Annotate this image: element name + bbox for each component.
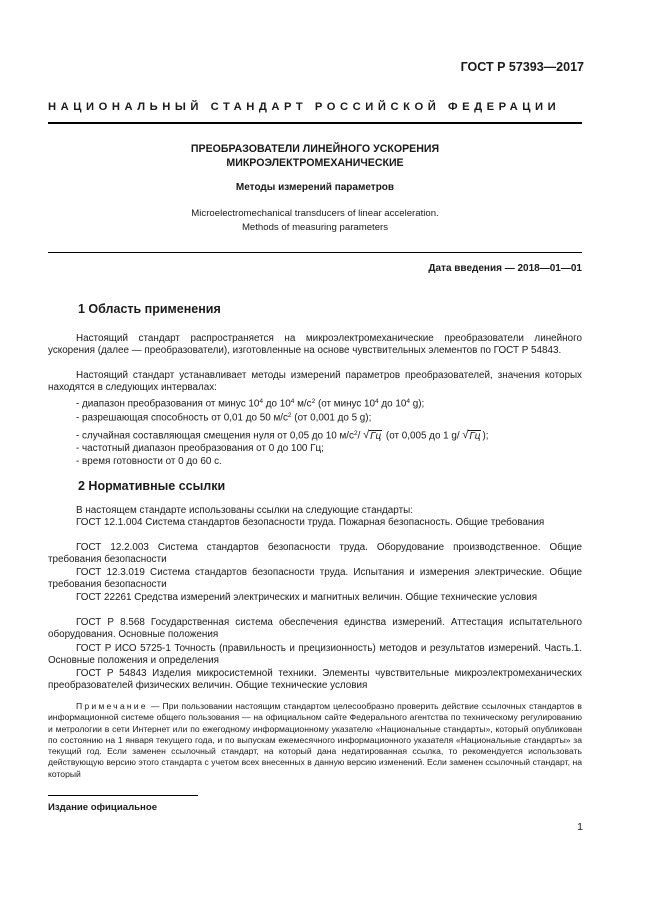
note-paragraph xyxy=(48,701,582,780)
range-item-readiness: - время готовности от 0 до 60 с. xyxy=(76,456,222,467)
range-item-bias: - случайная составляющая смещения нуля от 0,05 до 10 $м/с^2/$ √ Гц (от 0,005 до 1 g/ √ Гц ); xyxy=(76,428,489,442)
top-divider xyxy=(48,122,582,124)
range-item-conversion: - диапазон преобразования от минус $10^4$ до $10^4$ $м/с^2$ (от минус $10^4$ до $10^4$ g); xyxy=(76,398,425,410)
note-text: — При пользовании настоящим стандартом целесообразно проверить действие ссылочных стандартов в информационной системе общего пользования — на официальном сайте Федерального агентства по техническому регулированию и метрологии в сети Интернет или по ежегодному информационному указателю «Национальные стандарты», который опубликован по состоянию на 1 января текущего года, и по выпускам ежемесячного информационного указателя «Национальные стандарты» за текущий год. Если заменен ссылочный стандарт, на который дана недатированная ссылка, то рекомендуется использовать действующую версию этого стандарта с учетом всех внесенных в данную версию изменений. Если заменен ссылочный стандарт, на который xyxy=(48,701,582,779)
section2-heading: 2 Нормативные ссылки xyxy=(78,479,226,493)
title-en-line1: Microelectromechanical transducers of linear acceleration. xyxy=(191,208,439,219)
reference-item: ГОСТ 22261 Средства измерений электрических и магнитных величин. Общие технические условия xyxy=(76,592,538,603)
title-subtitle: Методы измерений параметров xyxy=(235,182,395,193)
sqrt-symbol: √ Гц xyxy=(363,428,382,442)
section1-paragraph-2: Настоящий стандарт устанавливает методы измерений параметров преобразователей, значения которых находятся в следующих интервалах: xyxy=(48,370,582,394)
section2-intro: В настоящем стандарте использованы ссылки на следующие стандарты: xyxy=(76,505,413,516)
sqrt-symbol: √ Гц xyxy=(462,428,481,442)
page-number: 1 xyxy=(577,821,583,833)
document-code: ГОСТ Р 57393—2017 xyxy=(460,60,584,74)
title-en-line2: Methods of measuring parameters xyxy=(241,222,389,233)
reference-item: ГОСТ Р 54843 Изделия микросистемной техники. Элементы чувствительные микроэлектромеханических преобразователей физических величин. Общие технические условия xyxy=(48,668,582,692)
reference-item: ГОСТ 12.3.019 Система стандартов безопасности труда. Испытания и измерения электрические. Общие требования безопасности xyxy=(48,567,582,591)
footer-divider xyxy=(48,795,198,796)
reference-item: ГОСТ 12.1.004 Система стандартов безопасности труда. Пожарная безопасность. Общие требования xyxy=(76,517,545,528)
section1-heading: 1 Область применения xyxy=(78,302,221,316)
range-item-resolution: - разрешающая способность от 0,01 до 50 $м/с^2$ (от 0,001 до 5 g); xyxy=(76,412,372,424)
standard-banner: НАЦИОНАЛЬНЫЙ СТАНДАРТ РОССИЙСКОЙ ФЕДЕРАЦИИ xyxy=(48,101,561,113)
title-en xyxy=(48,207,582,235)
section1-paragraph-1: Настоящий стандарт распространяется на микроэлектромеханические преобразователи линейного ускорения (далее — преобразователи), изготовленные на основе чувствительных элементов по ГОСТ Р 54843. xyxy=(48,333,582,357)
introduction-date: Дата введения — 2018—01—01 xyxy=(428,263,582,274)
reference-item: ГОСТ 12.2.003 Система стандартов безопасности труда. Оборудование производственное. Общие требования безопасности xyxy=(48,542,582,566)
title-divider xyxy=(48,252,582,253)
reference-item: ГОСТ Р 8.568 Государственная система обеспечения единства измерений. Аттестация испытательного оборудования. Основные положения xyxy=(48,617,582,641)
title-ru-line1: ПРЕОБРАЗОВАТЕЛИ ЛИНЕЙНОГО УСКОРЕНИЯ xyxy=(190,143,440,155)
title-ru-line2: МИКРОЭЛЕКТРОМЕХАНИЧЕСКИЕ xyxy=(226,157,404,169)
official-edition-label: Издание официальное xyxy=(48,802,158,813)
reference-item: ГОСТ Р ИСО 5725-1 Точность (правильность и прецизионность) методов и результатов измерений. Часть.1. Основные положения и определения xyxy=(48,643,582,667)
note-label: Примечание xyxy=(76,701,148,711)
range-item-frequency: - частотный диапазон преобразования от 0 до 100 Гц; xyxy=(76,443,324,454)
title-ru xyxy=(48,142,582,170)
